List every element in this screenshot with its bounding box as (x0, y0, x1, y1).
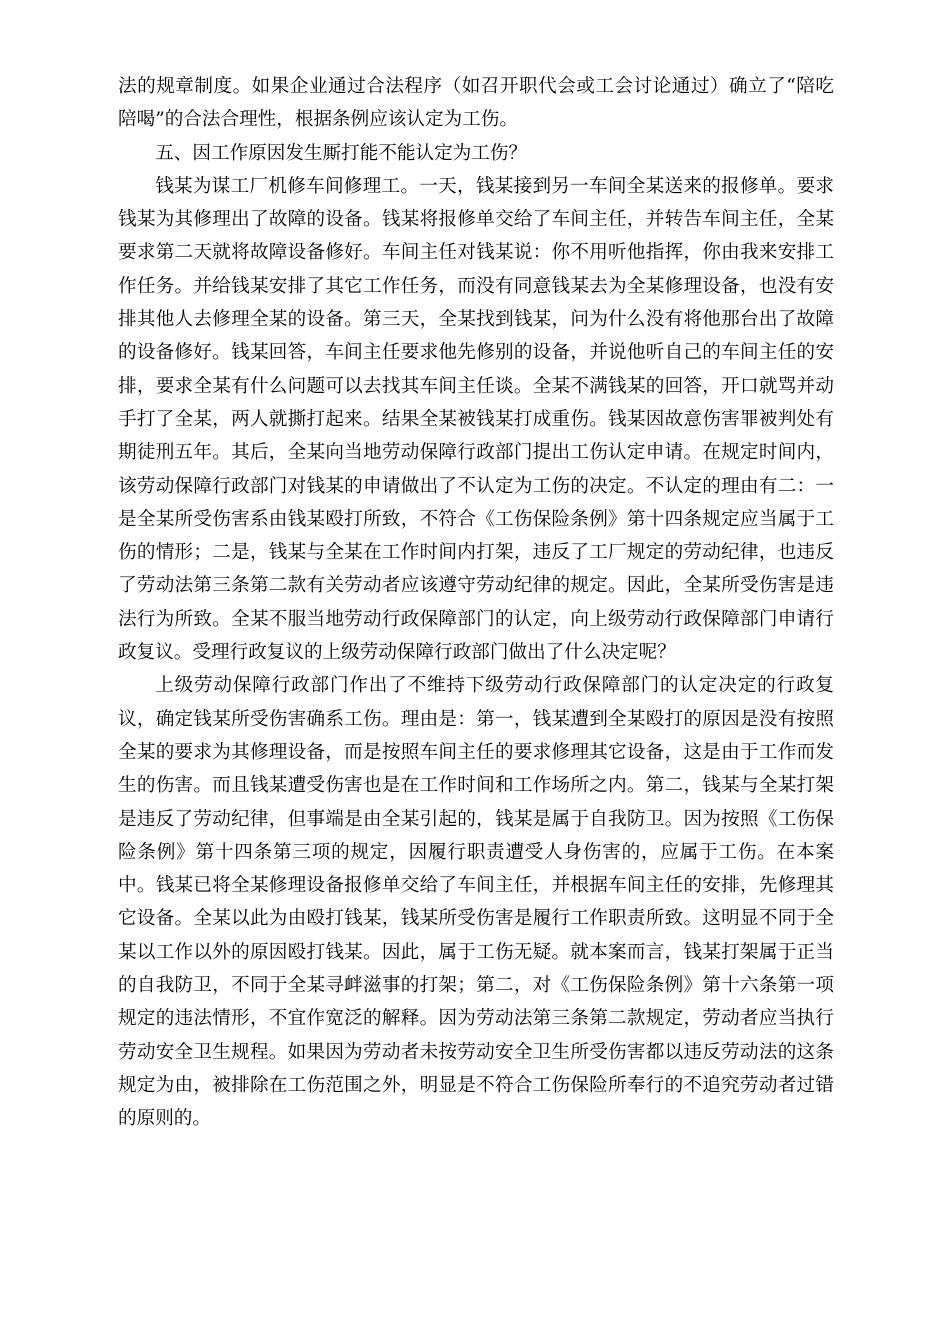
document-body (118, 70, 834, 1136)
section-heading-five: 五、因工作原因发生厮打能不能认定为工伤？ (155, 142, 528, 164)
paragraph-continuation: 法的规章制度。如果企业通过合法程序（如召开职代会或工会讨论通过）确立了“陪吃陪喝”的合法合理性，根据条例应该认定为工伤。 (118, 76, 834, 131)
paragraph-case-facts: 钱某为谋工厂机修车间修理工。一天，钱某接到另一车间全某送来的报修单。要求钱某为其修理出了故障的设备。钱某将报修单交给了车间主任，并转告车间主任，全某要求第二天就将故障设备修好。车间主任对钱某说：你不用听他指挥，你由我来安排工作任务。并给钱某安排了其它工作任务，而没有同意钱某去为全某修理设备，也没有安排其他人去修理全某的设备。第三天，全某找到钱某，问为什么没有将他那台出了故障的设备修好。钱某回答，车间主任要求他先修别的设备，并说他听自己的车间主任的安排，要求全某有什么问题可以去找其车间主任谈。全某不满钱某的回答，开口就骂并动手打了全某，两人就撕打起来。结果全某被钱某打成重伤。钱某因故意伤害罪被判处有期徒刑五年。其后，全某向当地劳动保障行政部门提出工伤认定申请。在规定时间内，该劳动保障行政部门对钱某的申请做出了不认定为工伤的决定。不认定的理由有二：一是全某所受伤害系由钱某殴打所致，不符合《工伤保险条例》第十四条规定应当属于工伤的情形；二是，钱某与全某在工作时间内打架，违反了工厂规定的劳动纪律，也违反了劳动法第三条第二款有关劳动者应该遵守劳动纪律的规定。因此，全某所受伤害是违法行为所致。全某不服当地劳动行政保障部门的认定，向上级劳动行政保障部门申请行政复议。受理行政复议的上级劳动保障行政部门做出了什么决定呢？ (118, 175, 834, 664)
paragraph-review-decision: 上级劳动保障行政部门作出了不维持下级劳动行政保障部门的认定决定的行政复议，确定钱某所受伤害确系工伤。理由是：第一，钱某遭到全某殴打的原因是没有按照全某的要求为其修理设备，而是按照车间主任的要求修理其它设备，这是由于工作而发生的伤害。而且钱某遭受伤害也是在工作时间和工作场所之内。第二，钱某与全某打架是违反了劳动纪律，但事端是由全某引起的，钱某是属于自我防卫。因为按照《工伤保险条例》第十四条第三项的规定，因履行职责遭受人身伤害的，应属于工伤。在本案中。钱某已将全某修理设备报修单交给了车间主任，并根据车间主任的安排，先修理其它设备。全某以此为由殴打钱某，钱某所受伤害是履行工作职责所致。这明显不同于全某以工作以外的原因殴打钱某。因此，属于工伤无疑。就本案而言，钱某打架属于正当的自我防卫，不同于全某寻衅滋事的打架；第二，对《工伤保险条例》第十六条第一项规定的违法情形，不宜作宽泛的解释。因为劳动法第三条第二款规定，劳动者应当执行劳动安全卫生规程。如果因为劳动者未按劳动安全卫生所受伤害都以违反劳动法的这条规定为由，被排除在工伤范围之外，明显是不符合工伤保险所奉行的不追究劳动者过错的原则的。 (118, 675, 834, 1130)
